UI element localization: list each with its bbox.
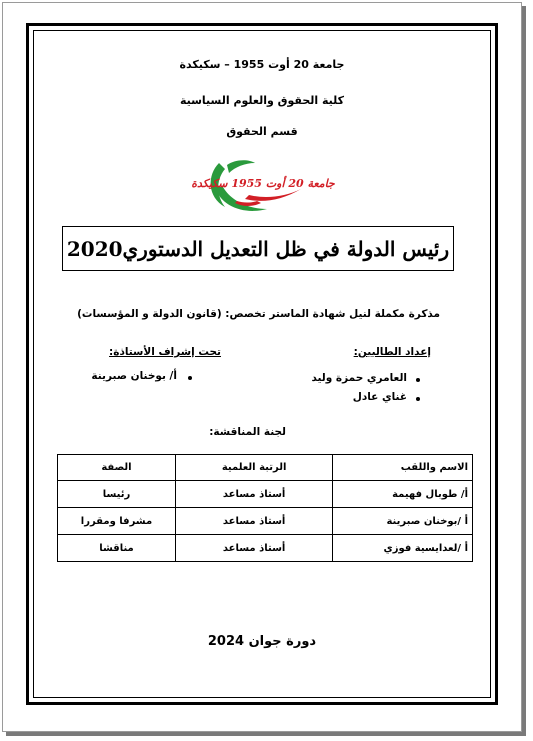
member-name: أ /بوخنان صبرينة: [333, 508, 473, 535]
member-rank: أستاذ مساعد: [175, 535, 332, 562]
table-row: [58, 535, 473, 562]
bullet-icon: [416, 378, 420, 382]
member-role: رئيسا: [58, 481, 176, 508]
session-date: دورة جوان 2024: [207, 634, 317, 649]
student-name-2: غناي عادل: [352, 391, 407, 403]
supervisor-name: أ/ بوخنان صبرينة: [91, 370, 177, 382]
committee-label: لجنة المناقشة:: [209, 426, 286, 438]
logo-lettering: جامعة 20 أوت 1955 سكيكدة: [191, 177, 335, 190]
thesis-title: رئيس الدولة في ظل التعديل الدستوري2020: [66, 236, 450, 261]
faculty-name: كلية الحقوق والعلوم السياسية: [179, 94, 345, 107]
university-name: جامعة 20 أوت 1955 – سكيكدة: [179, 58, 345, 71]
member-name: أ/ طوبال فهيمة: [333, 481, 473, 508]
supervisor-label: تحت إشراف الأستاذة:: [109, 346, 221, 358]
university-emblem-icon: [191, 157, 335, 215]
member-role: مناقشا: [58, 535, 176, 562]
bullet-icon: [416, 397, 420, 401]
page-shadow-right: [522, 6, 526, 736]
member-name: أ /لعدايسية فوزي: [333, 535, 473, 562]
bullet-icon: [188, 376, 192, 380]
thesis-title-box: [62, 226, 454, 271]
header-role: الصفة: [58, 455, 176, 481]
header-name: الاسم واللقب: [333, 455, 473, 481]
committee-table: [57, 454, 473, 562]
department-name: قسم الحقوق: [226, 125, 298, 138]
thesis-description: مذكرة مكملة لنيل شهادة الماستر تخصص: (قانون الدولة و المؤسسات): [77, 308, 440, 320]
table-header-row: [58, 455, 473, 481]
member-role: مشرفا ومقررا: [58, 508, 176, 535]
student-name-1: العامري حمزة وليد: [311, 372, 407, 384]
header-rank: الرتبة العلمية: [175, 455, 332, 481]
table-row: [58, 481, 473, 508]
member-rank: أستاذ مساعد: [175, 508, 332, 535]
students-label: إعداد الطالبين:: [353, 346, 431, 358]
table-row: [58, 508, 473, 535]
page-shadow-bottom: [6, 732, 526, 736]
member-rank: أستاذ مساعد: [175, 481, 332, 508]
